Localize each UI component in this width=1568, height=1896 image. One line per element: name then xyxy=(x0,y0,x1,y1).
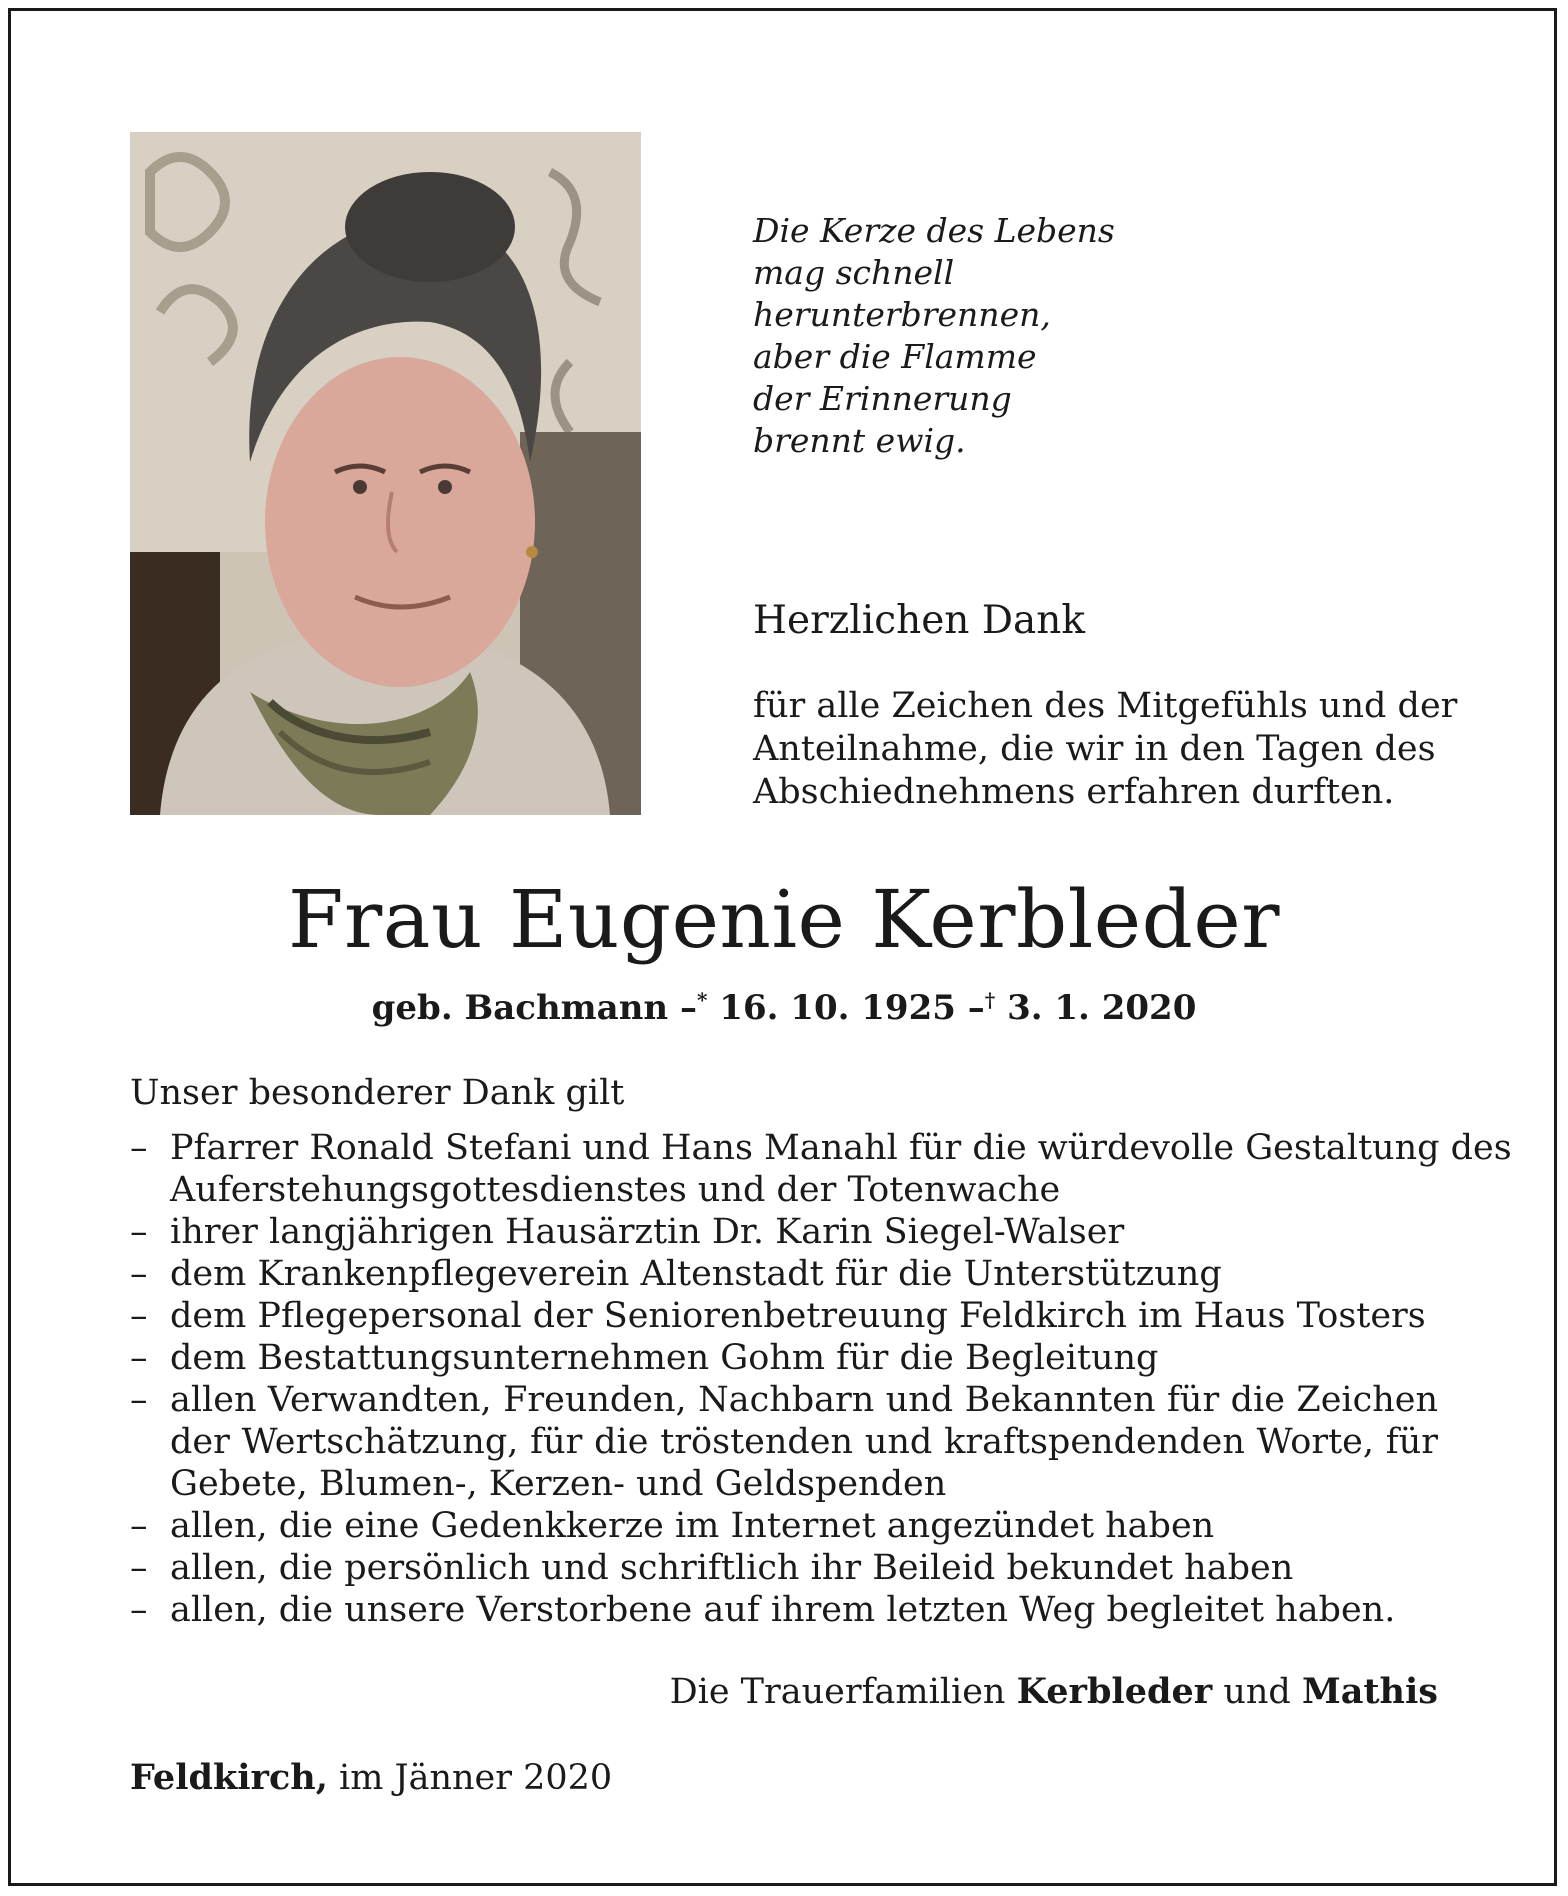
family-name: Mathis xyxy=(1301,1671,1438,1712)
portrait-photo xyxy=(130,132,641,815)
list-dash: – xyxy=(130,1506,148,1546)
list-dash: – xyxy=(130,1380,148,1420)
thanks-line: für alle Zeichen des Mitgefühls und der xyxy=(753,686,1458,726)
list-item xyxy=(130,1253,1438,1295)
list-dash: – xyxy=(130,1212,148,1252)
thanks-message xyxy=(753,685,1458,814)
item-line: allen, die unsere Verstorbene auf ihrem letzten Weg begleitet haben. xyxy=(170,1590,1396,1630)
item-line: dem Bestattungsunternehmen Gohm für die Begleitung xyxy=(170,1338,1159,1378)
gratitude-list xyxy=(130,1127,1512,1631)
gratitude-intro: Unser besonderer Dank gilt xyxy=(130,1073,625,1113)
life-dates xyxy=(0,988,1568,1028)
item-line: Gebete, Blumen-, Kerzen- und Geldspenden xyxy=(170,1464,947,1504)
deceased-name: Frau Eugenie Kerbleder xyxy=(288,873,1280,966)
family-signature xyxy=(670,1671,1438,1712)
born-symbol: * xyxy=(696,988,708,1012)
thanks-line: Abschiednehmens erfahren durften. xyxy=(753,772,1395,812)
place-date xyxy=(130,1757,612,1798)
list-dash: – xyxy=(130,1254,148,1294)
list-item xyxy=(130,1379,1438,1505)
thanks-heading: Herzlichen Dank xyxy=(753,598,1086,643)
list-item xyxy=(130,1295,1438,1337)
quote-line: Die Kerze des Lebens xyxy=(753,211,1115,250)
list-item xyxy=(130,1127,1512,1211)
list-dash: – xyxy=(130,1590,148,1630)
quote-line: aber die Flamme xyxy=(753,337,1037,376)
list-dash: – xyxy=(130,1296,148,1336)
birth-date: 16. 10. 1925 xyxy=(719,988,956,1028)
signature-conjunction: und xyxy=(1223,1672,1291,1712)
item-line: Pfarrer Ronald Stefani und Hans Manahl für die würdevolle Gestaltung des xyxy=(170,1128,1512,1168)
list-dash: – xyxy=(130,1338,148,1378)
list-item xyxy=(130,1547,1438,1589)
item-line: Auferstehungsgottesdienstes und der Totenwache xyxy=(170,1170,1061,1210)
list-item xyxy=(130,1505,1438,1547)
item-line: allen, die eine Gedenkkerze im Internet angezündet haben xyxy=(170,1506,1215,1546)
quote-line: herunterbrennen, xyxy=(753,295,1051,334)
item-line: allen Verwandten, Freunden, Nachbarn und Bekannten für die Zeichen xyxy=(170,1380,1438,1420)
separator: – xyxy=(967,988,985,1028)
died-symbol: † xyxy=(984,988,996,1012)
item-line: allen, die persönlich und schriftlich ihr Beileid bekundet haben xyxy=(170,1548,1294,1588)
item-line: der Wertschätzung, für die tröstenden und kraftspendenden Worte, für xyxy=(170,1422,1438,1462)
thanks-line: Anteilnahme, die wir in den Tagen des xyxy=(753,729,1436,769)
death-date: 3. 1. 2020 xyxy=(1007,988,1197,1028)
quote-line: der Erinnerung xyxy=(753,379,1012,418)
birth-name: geb. Bachmann xyxy=(371,988,669,1028)
portrait-image xyxy=(130,132,641,815)
memorial-quote xyxy=(753,210,1153,462)
list-item xyxy=(130,1337,1438,1379)
item-line: dem Krankenpflegeverein Altenstadt für die Unterstützung xyxy=(170,1254,1222,1294)
list-item xyxy=(130,1211,1438,1253)
separator: – xyxy=(679,988,697,1028)
place-name: Feldkirch, xyxy=(130,1757,328,1798)
list-dash: – xyxy=(130,1128,148,1168)
quote-line: mag schnell xyxy=(753,253,955,292)
date-text: im Jänner 2020 xyxy=(339,1758,613,1798)
list-item xyxy=(130,1589,1438,1631)
quote-line: brennt ewig. xyxy=(753,421,966,460)
item-line: dem Pflegepersonal der Seniorenbetreuung Feldkirch im Haus Tosters xyxy=(170,1296,1426,1336)
item-line: ihrer langjährigen Hausärztin Dr. Karin Siegel-Walser xyxy=(170,1212,1125,1252)
family-name: Kerbleder xyxy=(1016,1671,1213,1712)
list-dash: – xyxy=(130,1548,148,1588)
signature-prefix: Die Trauerfamilien xyxy=(669,1672,1006,1712)
